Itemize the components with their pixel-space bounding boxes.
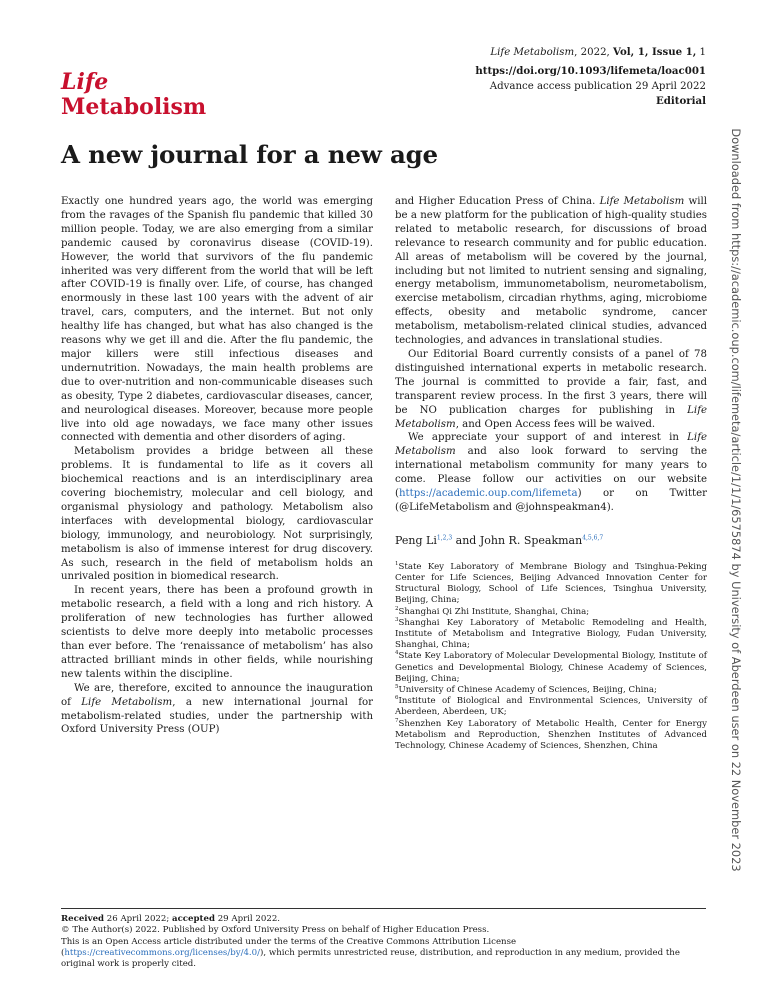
affiliation-item: $^4$State Key Laboratory of Molecular Developmental Biology, Institute of Genetics and Developmental Biology, Chinese Academy of Sciences, Beijing, China; bbox=[395, 650, 707, 684]
author-2: John R. Speakman bbox=[479, 533, 583, 547]
column-right bbox=[395, 195, 707, 752]
author-1-affil[interactable]: 1,2,3 bbox=[436, 534, 453, 542]
copyright-line: © The Author(s) 2022. Published by Oxford University Press on behalf of Higher Education Press. bbox=[61, 925, 490, 936]
author-1: Peng Li bbox=[395, 533, 437, 547]
paragraph-5: Our Editorial Board currently consists of a panel of 78 distinguished international experts in metabolic research. The journal is committed to provide a fair, fast, and transparent review process. In the first 3 years, there will be NO publication charges for publishing in Life Metabolism, and Open Access fees will be waived. bbox=[395, 348, 707, 430]
citation-line bbox=[406, 45, 706, 60]
paragraph-4-cont: and Higher Education Press of China. Life Metabolism will be a new platform for the publication of high-quality studies related to metabolic research, for discussions of broad relevance to research community and for public education. All areas of metabolism will be covered by the journal, including but not limited to nutrient sensing and signaling, energy metabolism, immunometabolism, neurometabolism, exercise metabolism, circadian rhythms, aging, microbiome effects, obesity and metabolic syndrome, cancer metabolism, metabolism-related clinical studies, advanced technologies, and advances in translational studies. bbox=[395, 196, 708, 347]
p4-col1-tail: , a new international journal for metabolism-related studies, under the partnership with Oxford University Press (OUP) bbox=[61, 696, 373, 736]
affiliation-item: $^1$State Key Laboratory of Membrane Biology and Tsinghua-Peking Center for Life Sciences, Beijing Advanced Innovation Center for Structural Biology, School of Life Sciences, Tsinghua University, Beijing, China; bbox=[395, 560, 707, 606]
affiliation-item: $^3$Shanghai Key Laboratory of Metabolic Remodeling and Health, Institute of Metabolism and Integrative Biology, Fudan University, Shanghai, China; bbox=[395, 616, 707, 651]
journal-website-link[interactable]: https://academic.oup.com/lifemeta bbox=[398, 488, 578, 500]
author-2-affil[interactable]: 4,5,6,7 bbox=[582, 534, 604, 542]
license-link[interactable]: https://creativecommons.org/licenses/by/4.0/ bbox=[64, 947, 261, 958]
affiliation-item: $^5$University of Chinese Academy of Sciences, Beijing, China; bbox=[395, 684, 657, 695]
download-watermark: Downloaded from https://academic.oup.com/lifemeta/article/1/1/1/6575874 by University of Aberdeen user on 22 November 2023 bbox=[729, 128, 743, 872]
advance-access: Advance access publication 29 April 2022 bbox=[489, 81, 706, 92]
logo-line-2: Metabolism bbox=[61, 94, 207, 120]
footer-divider bbox=[61, 908, 706, 909]
article-type: Editorial bbox=[656, 95, 706, 107]
logo-line-1: Life bbox=[61, 69, 109, 95]
paragraph-2: Metabolism provides a bridge between all these problems. It is fundamental to life as it covers all biochemical reactions and is an interdisciplinary area covering biochemistry, molecular and cell biology, and organismal physiology and pathology. Metabolism also interfaces with developmental biology, cardiovascular biology, immunology, and neurobiology. Not surprisingly, metabolism is also of immense interest for drug discovery. As such, research in the field of metabolism holds an unrivaled position in biomedical research. bbox=[61, 446, 373, 583]
citation-journal: Life Metabolism bbox=[490, 47, 575, 58]
affiliation-item: $^2$Shanghai Qi Zhi Institute, Shanghai, China; bbox=[395, 605, 590, 617]
license-line: This is an Open Access article distributed under the terms of the Creative Commons Attribution License (https://creativecommons.org/licenses/by/4.0/), which permits unrestricted reuse, distribution, and reproduction in any medium, provided the original work is properly cited. bbox=[61, 936, 680, 970]
journal-logo bbox=[61, 70, 206, 120]
paragraph-6: We appreciate your support of and interest in Life Metabolism and also look forward to serving the international metabolism community for many years to come. Please follow our activities on our website (https://academic.oup.com/lifemeta) or on Twitter (@LifeMetabolism and @johnspeakman4). bbox=[395, 432, 707, 513]
citation-page: 1 bbox=[696, 47, 706, 58]
citation-volume: Vol, 1, Issue 1, bbox=[613, 46, 697, 58]
citation-year: , 2022, bbox=[574, 47, 614, 58]
paragraph-4-start: We are, therefore, excited to announce the inauguration of Life Metabolism, a new international journal for metabolism-related studies, under the partnership with Oxford University Press (OUP) bbox=[61, 682, 373, 736]
received-line: Received 26 April 2022; accepted 29 April 2022. bbox=[61, 914, 281, 924]
author-line: Peng Li$^{1,2,3}$ and John R. Speakman$^{4,5,6,7}$ bbox=[395, 533, 604, 547]
affiliations bbox=[395, 562, 707, 752]
column-left bbox=[61, 195, 373, 737]
paragraph-1: Exactly one hundred years ago, the world was emerging from the ravages of the Spanish flu pandemic that killed 30 million people. Today, we are also emerging from a similar pandemic caused by coronavirus disease (COVID-19). However, the world that survivors of the flu pandemic inherited was very different from the world that will be left after COVID-19 is finally over. Life, of course, has changed enormously in these last 100 years with the advent of air travel, cars, computers, and the internet. But not only healthy life has changed, but what has also changed is the reasons why we get ill and die. After the flu pandemic, the major killers were still infectious diseases and undernutrition. Nowadays, the main health problems are due to over-nutrition and non-communicable diseases such as obesity, Type 2 diabetes, cardiovascular diseases, cancer, and neurological diseases. Moreover, because more people live into old age nowadays, we face many other issues connected with dementia and other disorders of aging. bbox=[61, 196, 373, 444]
affiliation-item: $^7$Shenzhen Key Laboratory of Metabolic Health, Center for Energy Metabolism and Reproduction, Shenzhen Institutes of Advanced Technology, Chinese Academy of Sciences, Shenzhen, China bbox=[395, 717, 707, 751]
affiliation-item: $^6$Institute of Biological and Environmental Sciences, University of Aberdeen, Aberdeen, UK; bbox=[395, 695, 707, 718]
article-title: A new journal for a new age bbox=[61, 140, 438, 169]
paragraph-3: In recent years, there has been a profound growth in metabolic research, a field with a long and rich history. A proliferation of new technologies has further allowed scientists to delve more deeply into metabolic processes than ever before. The ‘renaissance of metabolism’ has also attracted brilliant minds in other fields, while nourishing new talents within the discipline. bbox=[61, 585, 373, 680]
footer bbox=[61, 914, 711, 970]
doi-link[interactable]: https://doi.org/10.1093/lifemeta/loac001 bbox=[475, 65, 706, 77]
